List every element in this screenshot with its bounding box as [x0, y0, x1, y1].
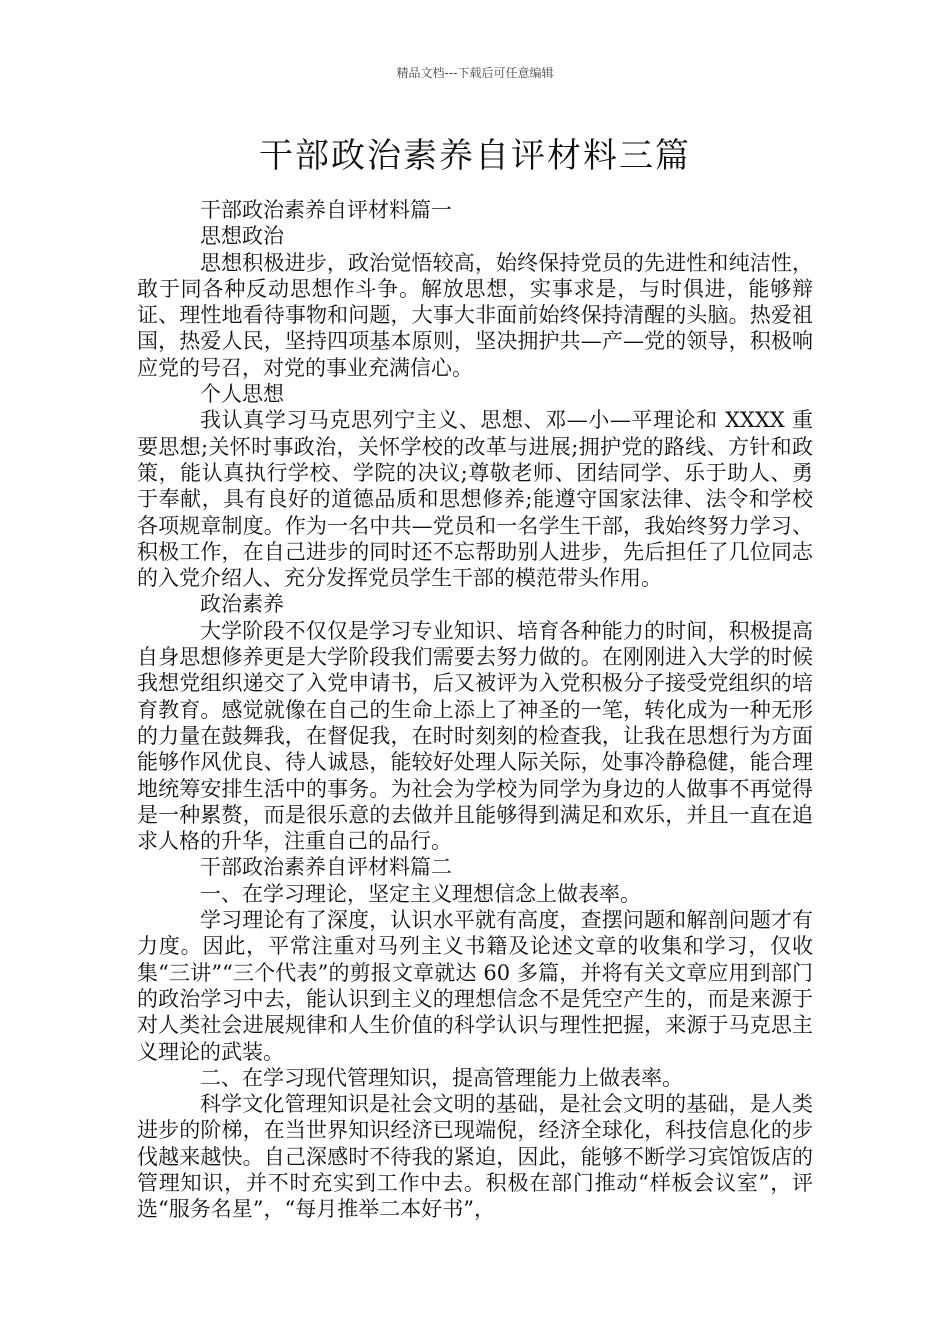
subsection-heading: 一、在学习理论，坚定主义理想信念上做表率。	[200, 881, 641, 906]
body-paragraph: 学习理论有了深度，认识水平就有高度，查摆问题和解剖问题才有力度。因此，平常注重对马列主义书籍及论述文章的收集和学习，仅收集“三讲”“三个代表”的剪报文章就达 60 多篇，并将有关文章应用到部门的政治学习中去，能认识到主义的理想信念不是凭空产生的，而是来源于对人类社会进展规律和人生价值的科学认识与理性把握，来源于马克思主义理论的武装。	[137, 908, 813, 1064]
body-paragraph: 科学文化管理知识是社会文明的基础，是社会文明的基础，是人类进步的阶梯，在当世界知识经济已现端倪，经济全球化，科技信息化的步伐越来越快。自己深感时不待我的紧迫，因此，能够不断学习宾馆饭店的管理知识，并不时充实到工作中去。积极在部门推动“样板会议室”，评选“服务名星”，“每月推举二本好书”，	[137, 1092, 813, 1222]
document-title: 干部政治素养自评材料三篇	[259, 136, 691, 176]
body-paragraph: 我认真学习马克思列宁主义、思想、邓—小—平理论和 XXXX 重要思想;关怀时事政治，关怀学校的改革与进展;拥护党的路线、方针和政策，能认真执行学校、学院的决议;尊敬老师、团结同学、乐于助人、勇于奉献，具有良好的道德品质和思想修养;能遵守国家法律、法令和学校各项规章制度。作为一名中共—党员和一名学生干部，我始终努力学习、积极工作，在自己进步的同时还不忘帮助别人进步，先后担任了几位同志的入党介绍人、充分发挥党员学生干部的模范带头作用。	[137, 408, 813, 591]
subsection-heading: 个人思想	[200, 382, 284, 407]
body-paragraph: 大学阶段不仅仅是学习专业知识、培育各种能力的时间，积极提高自身思想修养更是大学阶段我们需要去努力做的。在刚刚进入大学的时候我想党组织递交了入党申请书，后又被评为入党积极分子接受党组织的培育教育。感觉就像在自己的生命上添上了神圣的一笔，转化成为一种无形的力量在鼓舞我，在督促我，在时时刻刻的检查我，让我在思想行为方面能够作风优良、待人诚恳，能较好处理人际关际，处事冷静稳健，能合理地统筹安排生活中的事务。为社会为学校为同学为身边的人做事不再觉得是一种累赘，而是很乐意的去做并且能够得到满足和欢乐，并且一直在追求人格的升华，注重自己的品行。	[137, 618, 813, 854]
document-body	[137, 197, 813, 1223]
section-heading: 干部政治素养自评材料篇二	[200, 855, 452, 880]
subsection-heading: 二、在学习现代管理知识，提高管理能力上做表率。	[200, 1065, 683, 1090]
section-heading: 干部政治素养自评材料篇一	[200, 198, 452, 222]
header-note: 精品文档---下载后可任意编辑	[396, 66, 554, 80]
subsection-heading: 政治素养	[200, 592, 284, 617]
subsection-heading: 思想政治	[200, 224, 284, 249]
body-paragraph: 思想积极进步，政治觉悟较高，始终保持党员的先进性和纯洁性，敢于同各种反动思想作斗争。解放思想，实事求是，与时俱进，能够辩证、理性地看待事物和问题，大事大非面前始终保持清醒的头脑。热爱祖国，热爱人民，坚持四项基本原则，坚决拥护共—产—党的领导，积极响应党的号召，对党的事业充满信心。	[137, 250, 813, 380]
